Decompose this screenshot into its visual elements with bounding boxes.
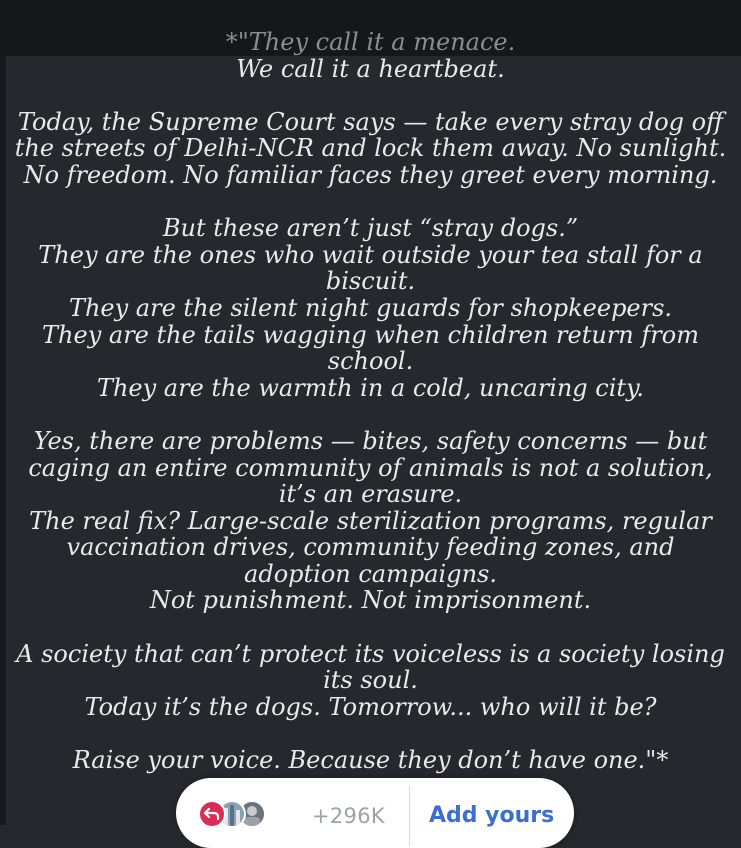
paragraph-gap bbox=[14, 189, 727, 216]
left-edge-strip bbox=[0, 0, 6, 825]
story-line: Yes, there are problems — bites, safety concerns — but bbox=[33, 426, 708, 455]
story-line: *"They call it a menace. bbox=[225, 28, 516, 56]
story-line: vaccination drives, community feeding zones, and bbox=[66, 533, 675, 562]
story-line: A society that can’t protect its voiceless is a society losing bbox=[16, 639, 725, 668]
story-line: it’s an erasure. bbox=[278, 480, 463, 509]
story-line: They are the ones who wait outside your tea stall for a bbox=[38, 240, 703, 269]
participant-count: +296K bbox=[312, 804, 385, 828]
story-line: They are the warmth in a cold, uncaring city. bbox=[96, 373, 645, 402]
story-line: The real fix? Large-scale sterilization programs, regular bbox=[29, 506, 712, 535]
story-line: No freedom. No familiar faces they greet every morning. bbox=[23, 160, 718, 189]
story-line: We call it a heartbeat. bbox=[236, 54, 505, 83]
paragraph-gap bbox=[14, 82, 727, 109]
paragraph-gap bbox=[14, 614, 727, 641]
story-line: They are the silent night guards for shopkeepers. bbox=[68, 293, 673, 322]
story-line: But these aren’t just “stray dogs.” bbox=[162, 214, 579, 243]
add-yours-button[interactable]: Add yours bbox=[429, 803, 555, 828]
story-line: They are the tails wagging when children return from bbox=[42, 320, 699, 349]
story-line: caging an entire community of animals is not a solution, bbox=[28, 453, 713, 482]
story-line: Not punishment. Not imprisonment. bbox=[149, 586, 592, 615]
paragraph-gap bbox=[14, 720, 727, 747]
reply-arrow-icon bbox=[198, 800, 226, 828]
story-line: Today, the Supreme Court says — take every stray dog off bbox=[17, 107, 724, 136]
story-line: adoption campaigns. bbox=[244, 559, 497, 588]
story-text bbox=[14, 29, 727, 774]
sticker-divider bbox=[409, 786, 410, 846]
story-line: the streets of Delhi-NCR and lock them away. No sunlight. bbox=[14, 134, 727, 163]
add-yours-sticker[interactable] bbox=[176, 778, 574, 848]
story-line: biscuit. bbox=[325, 267, 416, 296]
story-line: Today it’s the dogs. Tomorrow... who will it be? bbox=[84, 692, 657, 721]
participant-avatars bbox=[198, 800, 278, 828]
story-line: Raise your voice. Because they don’t have one."* bbox=[72, 746, 669, 775]
story-line: school. bbox=[327, 347, 414, 376]
paragraph-gap bbox=[14, 401, 727, 428]
story-line: its soul. bbox=[323, 666, 418, 695]
